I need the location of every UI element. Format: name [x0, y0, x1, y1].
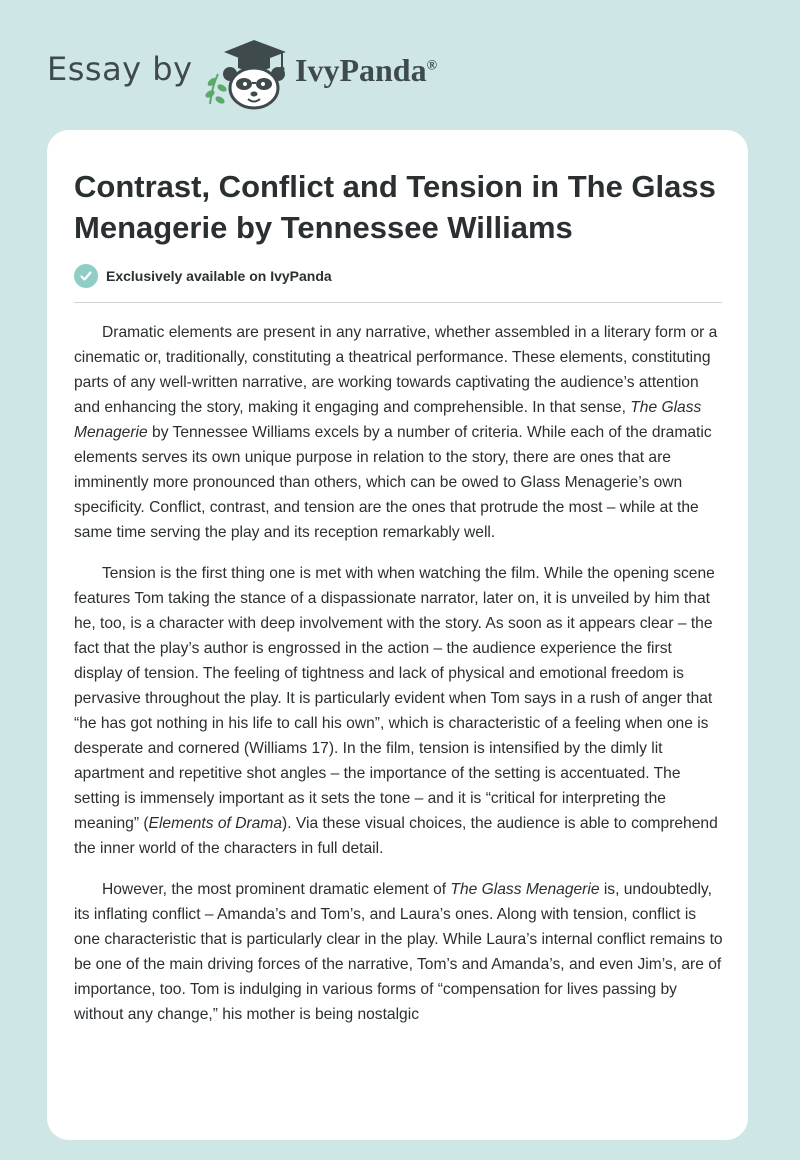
essay-title: Contrast, Conflict and Tension in The Glass Menagerie by Tennessee Williams: [74, 169, 716, 245]
brand-name: [295, 52, 437, 89]
italic-title: Elements of Drama: [148, 815, 283, 832]
paragraph-2: [74, 561, 724, 861]
brand-text: IvyPanda: [295, 52, 427, 88]
paragraph-text: by Tennessee Williams excels by a number of criteria. While each of the dramatic elements serves its own unique purpose in relation to the story, there are ones that are imminently more pronounced than others, which can be owed to Glass Menagerie’s own specificity. Conflict, contrast, and tension are the ones that protrude the most – while at the same time serving the play and its reception remarkably well.: [74, 424, 712, 541]
paragraph-1: [74, 320, 724, 545]
essay-body: [74, 320, 724, 1043]
paragraph-text: Dramatic elements are present in any narrative, whether assembled in a literary form or a cinematic or, traditionally, constituting a theatrical performance. These elements, constituting parts of any well-written narrative, are working towards captivating the audience’s attention and enhancing the story, making it engaging and comprehensible. In that sense,: [74, 324, 718, 416]
exclusive-badge: [74, 263, 332, 289]
divider: [74, 302, 722, 303]
panda-logo-icon: [202, 38, 292, 110]
italic-title: The Glass Menagerie: [450, 881, 600, 898]
check-icon: [74, 264, 98, 288]
site-header: [47, 32, 507, 112]
exclusive-label: Exclusively available on IvyPanda: [106, 268, 332, 284]
essay-by-label: Essay by: [47, 50, 193, 88]
paragraph-3: [74, 877, 724, 1027]
paragraph-text: Tension is the first thing one is met with when watching the film. While the opening scene features Tom taking the stance of a dispassionate narrator, later on, it is unveiled by him that he, too, is a character with deep involvement with the story. As soon as it appears clear – the fact that the play’s author is engrossed in the action – the audience experience the first display of tension. The feeling of tightness and lack of physical and emotional freedom is pervasive throughout the play. It is particularly evident when Tom says in a rush of anger that “he has got nothing in his life to call his own”, which is characteristic of a feeling when one is desperate and cornered (Williams 17). In the film, tension is intensified by the dimly lit apartment and repetitive shot angles – the importance of the setting is accentuated. The setting is immensely important as it sets the tone – and it is “critical for interpreting the meaning” (: [74, 565, 715, 832]
paragraph-text: However, the most prominent dramatic element of: [102, 881, 451, 898]
essay-card: [47, 130, 748, 1140]
paragraph-text: is, undoubtedly, its inflating conflict – Amanda’s and Tom’s, and Laura’s ones. Along with tension, conflict is one characteristic that is particularly clear in the play. While Laura’s internal conflict remains to be one of the main driving forces of the narrative, Tom’s and Amanda’s, and even Jim’s, are of importance, too. Tom is indulging in various forms of “compensation for lives passing by without any change,” his mother is being nostalgic: [74, 881, 723, 1023]
registered-mark: ®: [426, 58, 438, 74]
italic-title: The Glass Menagerie: [74, 399, 702, 441]
paragraph-text: ). Via these visual choices, the audience is able to comprehend the inner world of the characters in full detail.: [74, 815, 718, 857]
